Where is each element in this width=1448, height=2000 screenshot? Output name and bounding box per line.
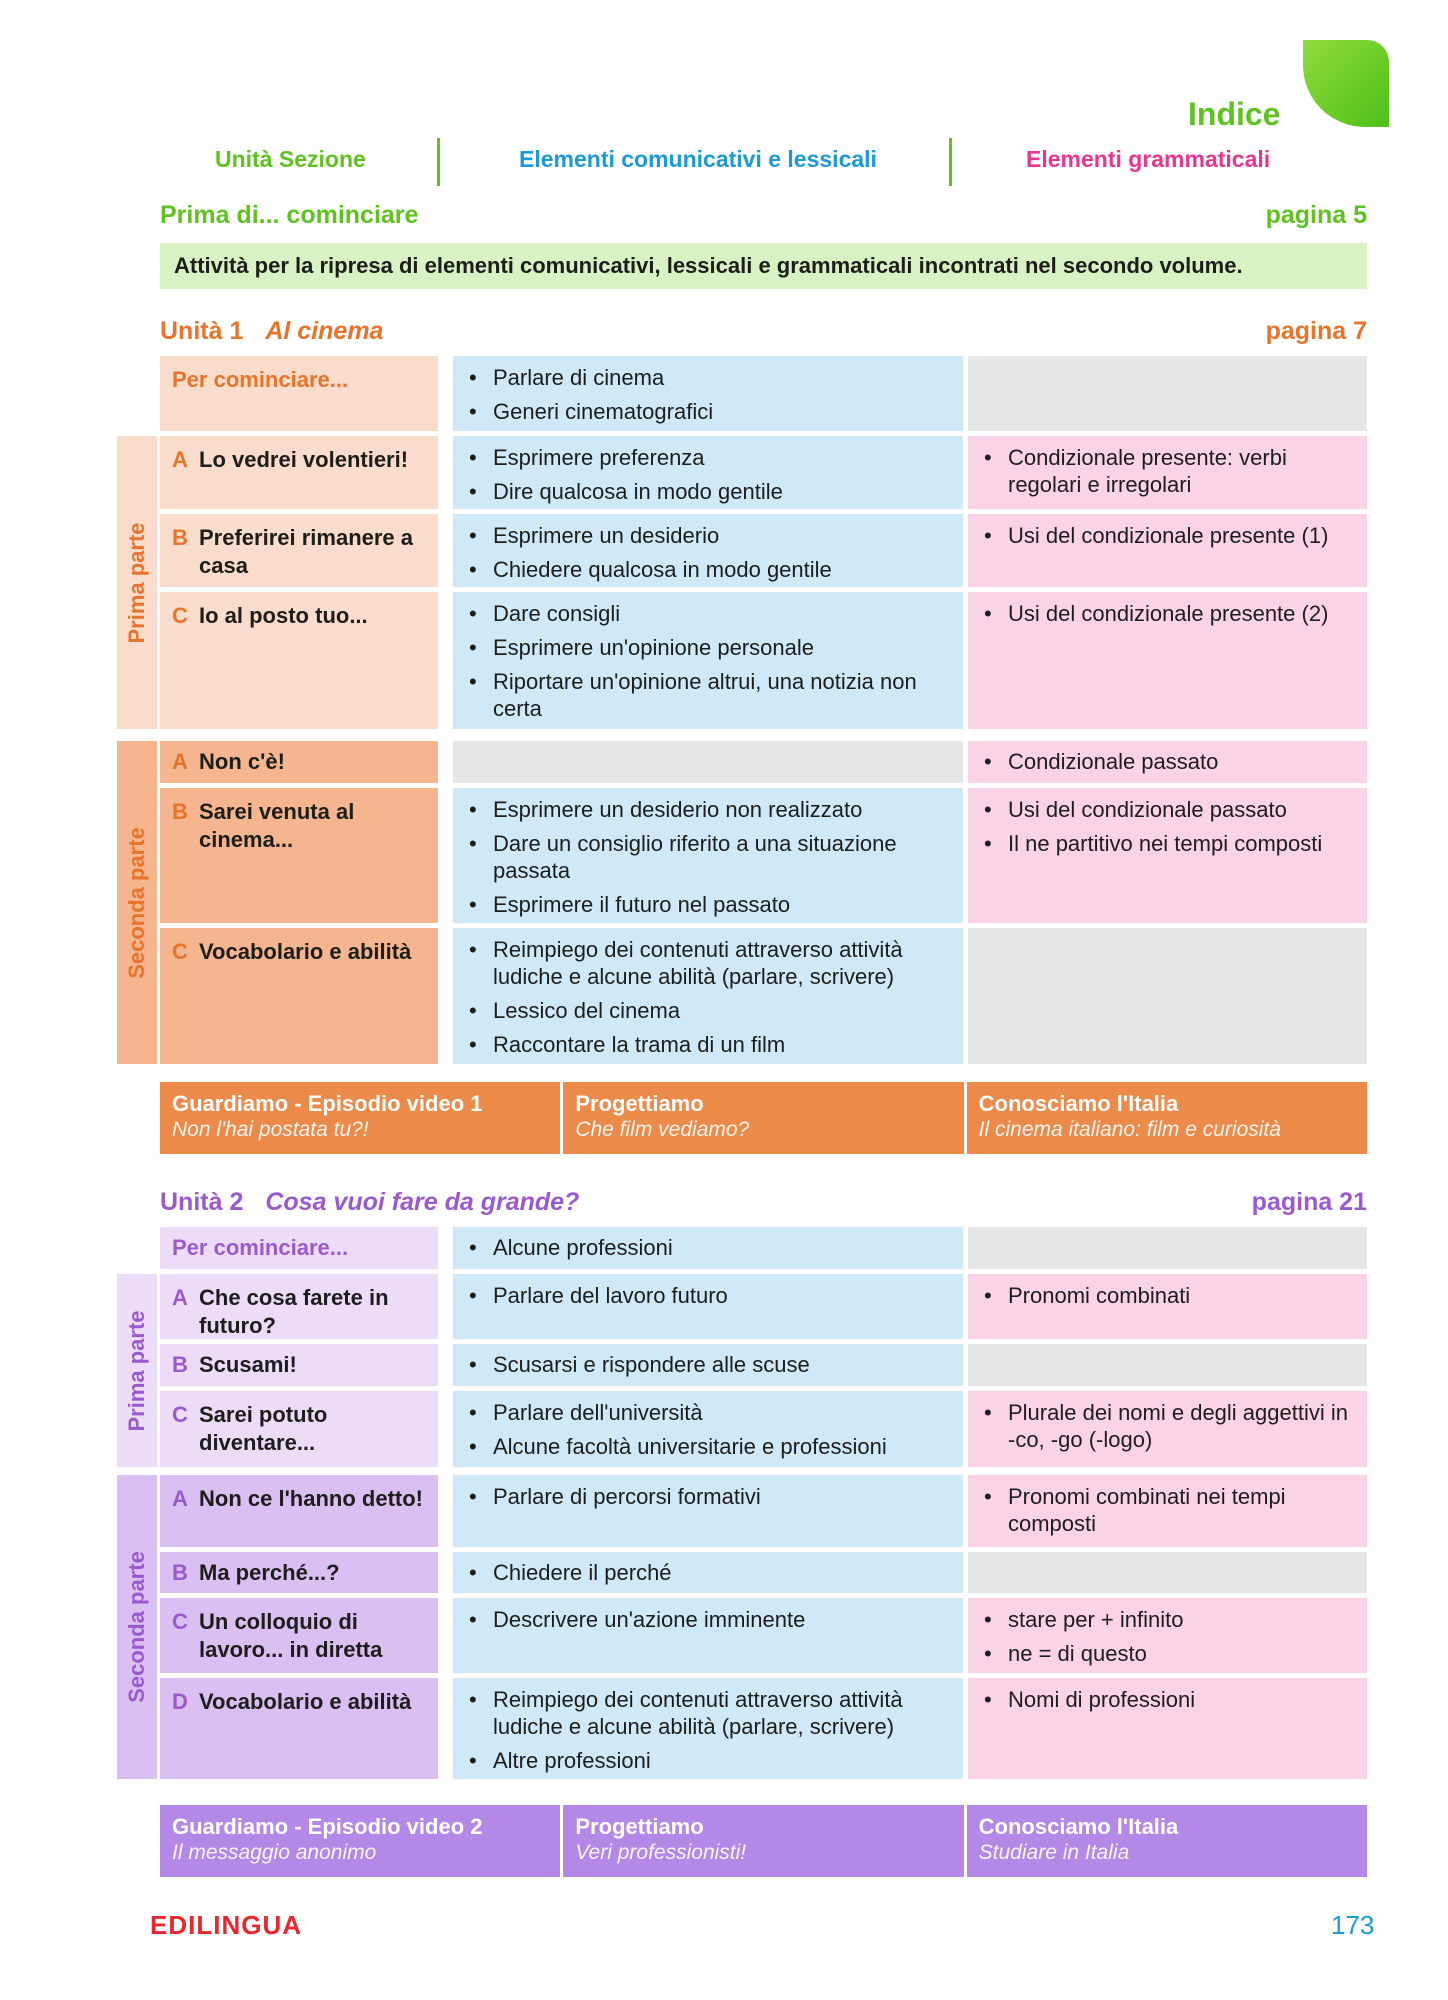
list-item: • Plurale dei nomi e degli aggettivi in -co, -go (-logo) — [982, 1399, 1353, 1453]
list-item: • Esprimere il futuro nel passato — [467, 891, 949, 918]
section-letter: B — [172, 1352, 188, 1377]
list-item: • Dire qualcosa in modo gentile — [467, 478, 949, 505]
unit2-header — [160, 1188, 579, 1217]
list-item: • Pronomi combinati nei tempi composti — [982, 1483, 1353, 1537]
section-letter: A — [172, 447, 188, 472]
section-title: Ma perché...? — [199, 1560, 340, 1585]
unit2-section-c2 — [160, 1598, 438, 1673]
footer-title: Conosciamo l'Italia — [978, 1814, 1179, 1839]
unit1-section-a-gram — [968, 436, 1367, 509]
list-item: • Altre professioni — [467, 1747, 949, 1774]
section-title: Preferirei rimanere a casa — [199, 525, 414, 578]
unit2-section-a-gram — [968, 1274, 1367, 1339]
unit2-footer-project — [563, 1805, 966, 1877]
list-item: • Alcune professioni — [467, 1234, 949, 1261]
list-item: • Condizionale presente: verbi regolari e irregolari — [982, 444, 1353, 498]
header-divider — [437, 138, 440, 186]
section-letter: D — [172, 1689, 188, 1714]
section-title: Un colloquio di lavoro... in diretta — [199, 1609, 383, 1662]
unit2-section-d2-gram — [968, 1678, 1367, 1779]
unit2-section-a — [160, 1274, 438, 1339]
list-item: • Usi del condizionale presente (1) — [982, 522, 1353, 549]
unit1-footer-video — [160, 1082, 563, 1154]
footer-title: Progettiamo — [575, 1091, 704, 1116]
part-label-text: Prima parte — [124, 1309, 149, 1432]
section-title: Scusami! — [199, 1352, 297, 1377]
section-title: Non ce l'hanno detto! — [199, 1486, 423, 1511]
unit2-per-cominciare-comm — [453, 1227, 963, 1269]
unit2-per-cominciare-gram — [968, 1227, 1367, 1269]
unit1-section-b-gram — [968, 514, 1367, 587]
unit2-section-d2 — [160, 1678, 438, 1779]
unit2-per-cominciare — [160, 1227, 438, 1269]
section-letter: C — [172, 1402, 188, 1427]
unit2-footer-culture — [967, 1805, 1367, 1877]
column-header-communicative: Elementi comunicativi e lessicali — [519, 146, 877, 172]
section-title: Sarei potuto diventare... — [199, 1402, 328, 1455]
list-item: • Descrivere un'azione imminente — [467, 1606, 949, 1633]
section-letter: A — [172, 749, 188, 774]
footer-subtitle: Studiare in Italia — [978, 1841, 1130, 1864]
unit1-per-cominciare-comm — [453, 356, 963, 431]
section-title: Per cominciare... — [172, 1235, 349, 1260]
unit1-section-c-gram — [968, 592, 1367, 729]
page-title: Indice — [1188, 96, 1281, 132]
list-item: • Riportare un'opinione altrui, una notizia non certa — [467, 668, 949, 722]
unit2-section-c-comm — [453, 1391, 963, 1467]
footer-title: Guardiamo - Episodio video 2 — [172, 1814, 483, 1839]
unit1-section-b2-comm — [453, 788, 963, 923]
unit1-per-cominciare-gram — [968, 356, 1367, 431]
unit2-section-c2-gram — [968, 1598, 1367, 1673]
footer-subtitle: Non l'hai postata tu?! — [172, 1118, 369, 1141]
publisher-logo: EDILINGUA — [150, 1910, 302, 1940]
list-item: • Il ne partitivo nei tempi composti — [982, 830, 1353, 857]
list-item: • Usi del condizionale passato — [982, 796, 1353, 823]
list-item: • Generi cinematografici — [467, 398, 949, 425]
unit1-footer-culture — [967, 1082, 1367, 1154]
unit1-section-c2-comm — [453, 928, 963, 1064]
list-item: • Parlare dell'università — [467, 1399, 949, 1426]
unit2-section-b-gram — [968, 1344, 1367, 1386]
unit2-section-a2 — [160, 1475, 438, 1547]
section-title: Per cominciare... — [172, 367, 349, 392]
unit2-page: pagina 21 — [1251, 1188, 1367, 1216]
list-item: • Usi del condizionale presente (2) — [982, 600, 1353, 627]
unit1-section-c2 — [160, 928, 438, 1064]
list-item: • Raccontare la trama di un film — [467, 1031, 949, 1058]
footer-title: Guardiamo - Episodio video 1 — [172, 1091, 483, 1116]
unit1-section-b — [160, 514, 438, 587]
list-item: • Scusarsi e rispondere alle scuse — [467, 1351, 949, 1378]
list-item: • Chiedere qualcosa in modo gentile — [467, 556, 949, 583]
section-title: Io al posto tuo... — [199, 603, 368, 628]
unit2-section-c-gram — [968, 1391, 1367, 1467]
unit1-section-a — [160, 436, 438, 509]
unit1-title: Al cinema — [265, 317, 384, 345]
unit1-header — [160, 317, 383, 346]
section-letter: C — [172, 603, 188, 628]
unit1-part1-label — [117, 436, 157, 729]
list-item: • Esprimere un desiderio non realizzato — [467, 796, 949, 823]
list-item: • Alcune facoltà universitarie e professioni — [467, 1433, 949, 1460]
list-item: • ne = di questo — [982, 1640, 1353, 1667]
unit1-section-a-comm — [453, 436, 963, 509]
list-item: • Nomi di professioni — [982, 1686, 1353, 1713]
unit1-section-c — [160, 592, 438, 729]
leaf-decoration — [1303, 40, 1389, 127]
unit1-label: Unità 1 — [160, 317, 244, 345]
unit1-section-b2 — [160, 788, 438, 923]
section-letter: C — [172, 939, 188, 964]
unit1-part2-label — [117, 741, 157, 1064]
section-letter: B — [172, 525, 188, 550]
footer-subtitle: Che film vediamo? — [575, 1118, 750, 1141]
list-item: • Dare un consiglio riferito a una situazione passata — [467, 830, 949, 884]
section-letter: A — [172, 1285, 188, 1310]
section-title: Lo vedrei volentieri! — [199, 447, 409, 472]
part-label-text: Prima parte — [124, 521, 149, 644]
footer-subtitle: Il cinema italiano: film e curiosità — [978, 1118, 1281, 1141]
unit2-section-b2 — [160, 1552, 438, 1593]
section-title: Vocabolario e abilità — [199, 1689, 412, 1714]
unit2-section-c — [160, 1391, 438, 1467]
unit1-footer-project — [563, 1082, 966, 1154]
unit2-title: Cosa vuoi fare da grande? — [265, 1188, 580, 1216]
unit2-section-a2-comm — [453, 1475, 963, 1547]
list-item: • Lessico del cinema — [467, 997, 949, 1024]
unit2-footer-video — [160, 1805, 563, 1877]
unit2-section-b2-gram — [968, 1552, 1367, 1593]
list-item: • Parlare di cinema — [467, 364, 949, 391]
header-divider — [949, 138, 952, 186]
column-header-unit: Unità Sezione — [215, 146, 366, 172]
unit1-section-b2-gram — [968, 788, 1367, 923]
unit1-section-a2-gram — [968, 741, 1367, 783]
list-item: • Parlare del lavoro futuro — [467, 1282, 949, 1309]
list-item: • Esprimere un desiderio — [467, 522, 949, 549]
footer-title: Conosciamo l'Italia — [978, 1091, 1179, 1116]
unit2-section-a2-gram — [968, 1475, 1367, 1547]
intro-description: Attività per la ripresa di elementi comunicativi, lessicali e grammaticali incontrati nel secondo volume. — [160, 243, 1367, 289]
intro-page: pagina 5 — [1265, 201, 1367, 229]
unit2-part1-label — [117, 1274, 157, 1467]
unit1-section-b-comm — [453, 514, 963, 587]
footer-subtitle: Veri professionisti! — [575, 1841, 747, 1864]
section-title: Vocabolario e abilità — [199, 939, 412, 964]
unit2-section-b-comm — [453, 1344, 963, 1386]
unit2-section-d2-comm — [453, 1678, 963, 1779]
section-letter: B — [172, 1560, 188, 1585]
unit1-section-a2-comm — [453, 741, 963, 783]
section-letter: A — [172, 1486, 188, 1511]
list-item: • stare per + infinito — [982, 1606, 1353, 1633]
unit2-part2-label — [117, 1475, 157, 1779]
unit1-footer-bar — [160, 1082, 1367, 1154]
unit2-section-b — [160, 1344, 438, 1386]
unit1-section-c-comm — [453, 592, 963, 729]
list-item: • Esprimere un'opinione personale — [467, 634, 949, 661]
list-item: • Condizionale passato — [982, 748, 1353, 775]
column-header-grammar: Elementi grammaticali — [1026, 146, 1271, 172]
section-letter: C — [172, 1609, 188, 1634]
unit2-footer-bar — [160, 1805, 1367, 1877]
unit1-section-c2-gram — [968, 928, 1367, 1064]
section-letter: B — [172, 799, 188, 824]
unit1-section-a2 — [160, 741, 438, 783]
list-item: • Dare consigli — [467, 600, 949, 627]
list-item: • Parlare di percorsi formativi — [467, 1483, 949, 1510]
section-title: Sarei venuta al cinema... — [199, 799, 355, 852]
unit2-section-a-comm — [453, 1274, 963, 1339]
list-item: • Chiedere il perché — [467, 1559, 949, 1586]
list-item: • Reimpiego dei contenuti attraverso attività ludiche e alcune abilità (parlare, scrivere) — [467, 936, 949, 990]
footer-title: Progettiamo — [575, 1814, 704, 1839]
list-item: • Esprimere preferenza — [467, 444, 949, 471]
intro-title: Prima di... cominciare — [160, 201, 419, 229]
section-title: Che cosa farete in futuro? — [199, 1285, 389, 1338]
unit1-page: pagina 7 — [1265, 317, 1367, 345]
list-item: • Reimpiego dei contenuti attraverso attività ludiche e alcune abilità (parlare, scrivere) — [467, 1686, 949, 1740]
part-label-text: Seconda parte — [124, 1551, 149, 1703]
unit2-section-c2-comm — [453, 1598, 963, 1673]
unit2-label: Unità 2 — [160, 1188, 244, 1216]
footer-subtitle: Il messaggio anonimo — [172, 1841, 377, 1864]
unit2-section-b2-comm — [453, 1552, 963, 1593]
unit1-per-cominciare — [160, 356, 438, 431]
section-title: Non c'è! — [199, 749, 285, 774]
part-label-text: Seconda parte — [124, 826, 149, 979]
list-item: • Pronomi combinati — [982, 1282, 1353, 1309]
page-number: 173 — [1331, 1910, 1375, 1940]
